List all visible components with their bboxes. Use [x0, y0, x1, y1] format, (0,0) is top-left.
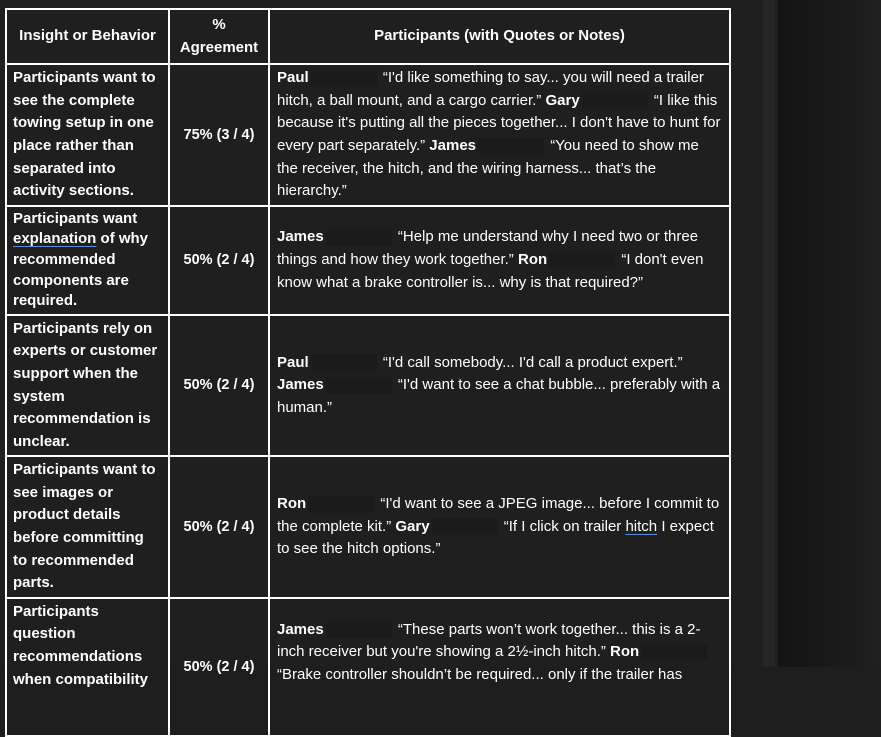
table-row: [6, 315, 730, 457]
participant-quote: “I like this because it's putting all the pieces together... I don't have to hunt for every part separately.”: [277, 91, 721, 154]
header-agreement: % Agreement: [169, 9, 269, 64]
agreement-cell: 50% (2 / 4): [169, 598, 269, 736]
participant-quote: “If I click on trailer: [503, 517, 622, 535]
participant-name: James: [277, 620, 324, 638]
redacted-text: [311, 354, 377, 371]
agreement-cell: 75% (3 / 4): [169, 64, 269, 206]
redacted-text: [549, 251, 615, 268]
participant-quote: “Brake controller shouldn’t be required... only if the trailer has: [277, 666, 683, 684]
participant-quote: I expect to see the hitch options.”: [277, 517, 714, 558]
participant-name: James: [277, 376, 324, 394]
participant-name: Ron: [277, 495, 307, 513]
redacted-text: [582, 92, 648, 109]
agreement-cell: 50% (2 / 4): [169, 206, 269, 315]
redacted-text: [326, 621, 392, 638]
insight-cell: Participants rely on experts or customer support when the system recommendation is unclear.: [6, 315, 169, 457]
table-row: [6, 206, 730, 315]
participant-name: Paul: [277, 353, 309, 371]
vertical-scrollbar[interactable]: [763, 0, 775, 667]
participant-quote: “I'd like something to say... you will need a trailer hitch, a ball mount, and a cargo carrier.”: [277, 69, 704, 109]
insight-cell: Participants want to see the complete towing setup in one place rather than separated into activity sections.: [6, 64, 169, 206]
redacted-text: [478, 138, 544, 155]
insight-text: of why recommended components are required.: [13, 230, 149, 310]
participant-name: James: [277, 228, 324, 246]
table-header-row: [6, 9, 730, 64]
quotes-cell: [269, 456, 730, 598]
insights-table: [5, 8, 731, 737]
quotes-cell: [269, 64, 730, 206]
header-participants: Participants (with Quotes or Notes): [269, 9, 730, 64]
insight-cell: Participants question recommendations when compatibility: [6, 598, 169, 736]
participant-quote: “These parts won’t work together... this is a 2-inch receiver but you're showing a 2½-inch hitch.”: [277, 620, 701, 661]
agreement-cell: 50% (2 / 4): [169, 456, 269, 598]
insight-cell: [6, 206, 169, 315]
participant-name: Gary: [395, 517, 430, 535]
table-row: [6, 456, 730, 598]
redacted-text: [432, 518, 498, 535]
header-insight: Insight or Behavior: [6, 9, 169, 64]
participant-name: Gary: [545, 91, 580, 109]
participant-quote: “I'd call somebody... I'd call a product expert.”: [382, 353, 683, 371]
quotes-cell: [269, 206, 730, 315]
participant-name: Ron: [517, 250, 548, 268]
insight-text: Participants want: [13, 209, 138, 227]
redacted-text: [326, 377, 392, 394]
participant-quote: “I'd want to see a JPEG image... before I commit to the complete kit.”: [277, 495, 720, 535]
participant-quote: “Help me understand why I need two or three things and how they work together.”: [277, 228, 699, 268]
participant-quote: “I'd want to see a chat bubble... preferably with a human.”: [277, 376, 721, 416]
quotes-cell: [269, 315, 730, 457]
spellcheck-word[interactable]: explanation: [13, 230, 97, 248]
redacted-text: [326, 229, 392, 246]
participant-quote: “I don't even know what a brake controller is... why is that required?”: [277, 250, 704, 291]
redacted-text: [641, 644, 707, 661]
side-panel-background: [778, 0, 881, 667]
spellcheck-word[interactable]: hitch: [625, 517, 658, 535]
participant-name: Paul: [277, 69, 309, 87]
redacted-text: [311, 70, 377, 87]
participant-name: James: [429, 136, 477, 154]
participant-name: Ron: [610, 643, 640, 661]
table-row: [6, 64, 730, 206]
insight-cell: Participants want to see images or product details before committing to recommended parts.: [6, 456, 169, 598]
agreement-cell: 50% (2 / 4): [169, 315, 269, 457]
redacted-text: [308, 496, 374, 513]
participant-quote: “You need to show me the receiver, the hitch, and the wiring harness... that’s the hierarchy.”: [277, 136, 699, 200]
